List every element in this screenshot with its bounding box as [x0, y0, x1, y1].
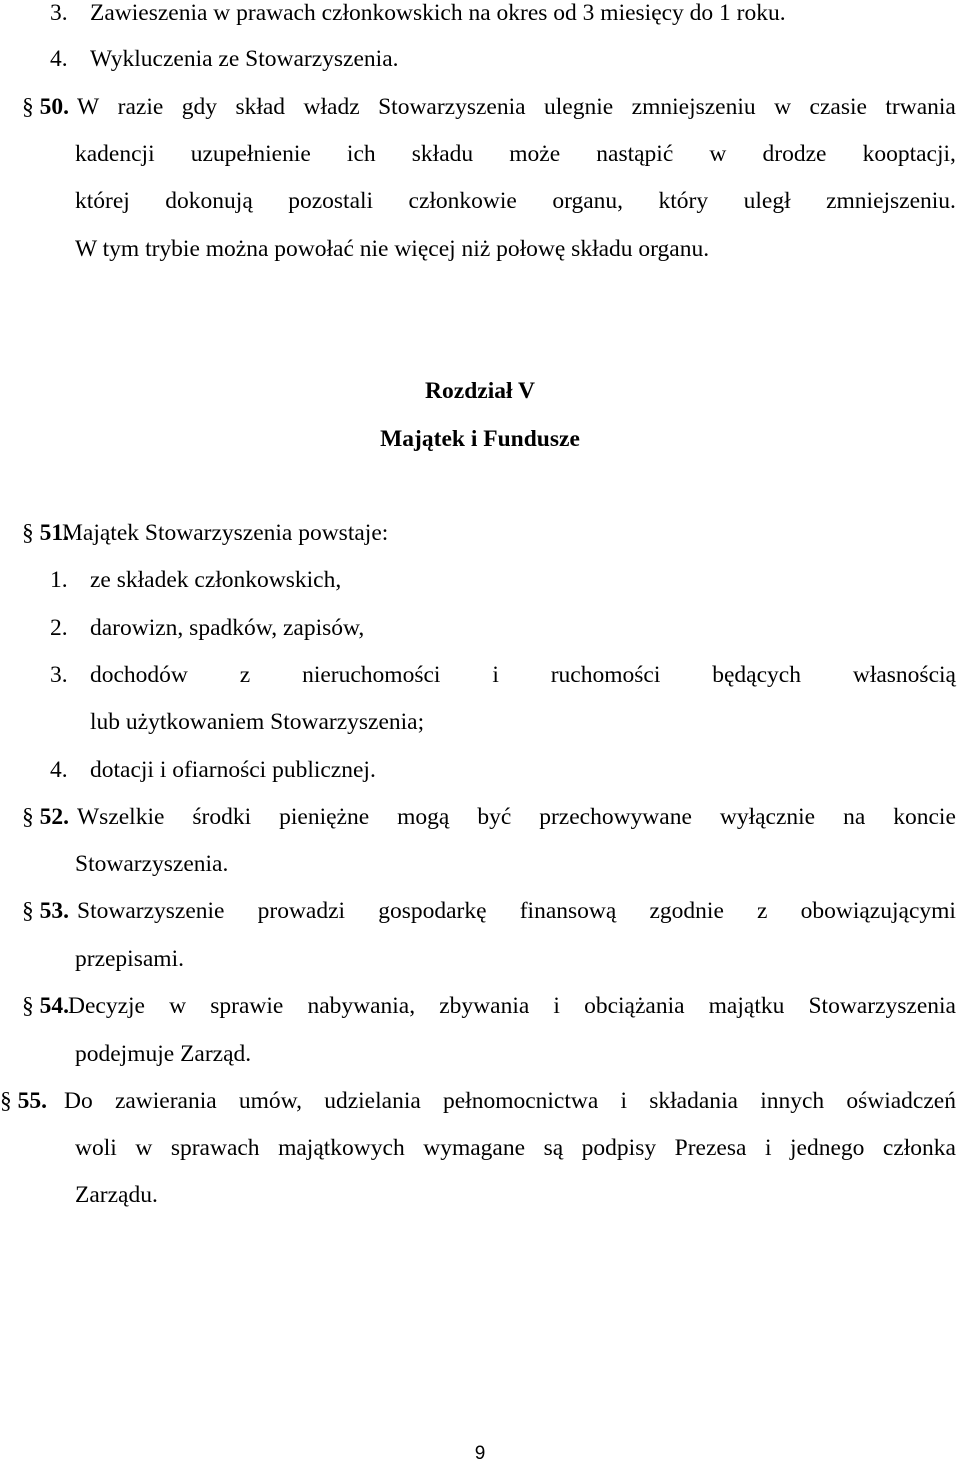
- paragraph-50-line-2: kadencji uzupełnienie ich składu może nastąpić w drodze kooptacji,: [75, 141, 956, 167]
- list-item-text: Zawieszenia w prawach członkowskich na okres od 3 miesięcy do 1 roku.: [90, 0, 786, 26]
- paragraph-54-line-2: podejmuje Zarząd.: [75, 1041, 252, 1067]
- list-number: 2.: [50, 615, 68, 641]
- paragraph-53-line-2: przepisami.: [75, 946, 184, 972]
- list-item-text: dotacji i ofiarności publicznej.: [90, 757, 376, 783]
- paragraph-number: 55.: [17, 1088, 47, 1114]
- paragraph-number: 50.: [39, 94, 69, 120]
- section-sign: §: [22, 520, 34, 546]
- list-item-text: dochodów z nieruchomości i ruchomości będących własnością: [90, 662, 956, 688]
- section-sign: §: [0, 1088, 12, 1114]
- list-item-text: darowizn, spadków, zapisów,: [90, 615, 365, 641]
- section-sign: §: [22, 993, 34, 1019]
- paragraph-54-line-1: Decyzje w sprawie nabywania, zbywania i obciążania majątku Stowarzyszenia: [68, 993, 956, 1019]
- paragraph-marker-53: [22, 900, 69, 924]
- paragraph-52-line-1: Wszelkie środki pieniężne mogą być przechowywane wyłącznie na koncie: [77, 804, 956, 830]
- list-item-text: ze składek członkowskich,: [90, 567, 342, 593]
- paragraph-50-line-4: W tym trybie można powołać nie więcej niż połowę składu organu.: [75, 236, 710, 262]
- paragraph-52-line-2: Stowarzyszenia.: [75, 851, 229, 877]
- page-number: 9: [474, 1443, 486, 1464]
- section-sign: §: [22, 898, 34, 924]
- list-number: 3.: [50, 0, 68, 26]
- paragraph-number: 54.: [39, 993, 69, 1019]
- list-number: 4.: [50, 757, 68, 783]
- paragraph-marker-55: [0, 1090, 47, 1114]
- paragraph-51-text: Majątek Stowarzyszenia powstaje:: [62, 520, 389, 546]
- list-number: 3.: [50, 662, 68, 688]
- paragraph-50-line-1: W razie gdy skład władz Stowarzyszenia ulegnie zmniejszeniu w czasie trwania: [77, 94, 956, 120]
- paragraph-marker-52: [22, 806, 69, 830]
- list-number: 1.: [50, 567, 68, 593]
- paragraph-number: 52.: [39, 804, 69, 830]
- section-sign: §: [22, 804, 34, 830]
- section-sign: §: [22, 94, 34, 120]
- paragraph-marker-54: [22, 995, 69, 1019]
- paragraph-number: 53.: [39, 898, 69, 924]
- chapter-number: Rozdział V: [425, 378, 535, 404]
- chapter-title: Majątek i Fundusze: [380, 426, 580, 452]
- list-number: 4.: [50, 46, 68, 72]
- list-item-text: Wykluczenia ze Stowarzyszenia.: [90, 46, 399, 72]
- paragraph-number: 51.: [39, 520, 69, 546]
- paragraph-55-line-2: woli w sprawach majątkowych wymagane są podpisy Prezesa i jednego członka: [75, 1135, 956, 1161]
- paragraph-55-line-3: Zarządu.: [75, 1182, 158, 1208]
- list-item-continuation: lub użytkowaniem Stowarzyszenia;: [90, 709, 425, 735]
- paragraph-55-line-1: Do zawierania umów, udzielania pełnomocnictwa i składania innych oświadczeń: [64, 1088, 956, 1114]
- paragraph-53-line-1: Stowarzyszenie prowadzi gospodarkę finansową zgodnie z obowiązującymi: [77, 898, 956, 924]
- paragraph-50-line-3: której dokonują pozostali członkowie organu, który uległ zmniejszeniu.: [75, 188, 956, 214]
- paragraph-marker-50: [22, 96, 69, 120]
